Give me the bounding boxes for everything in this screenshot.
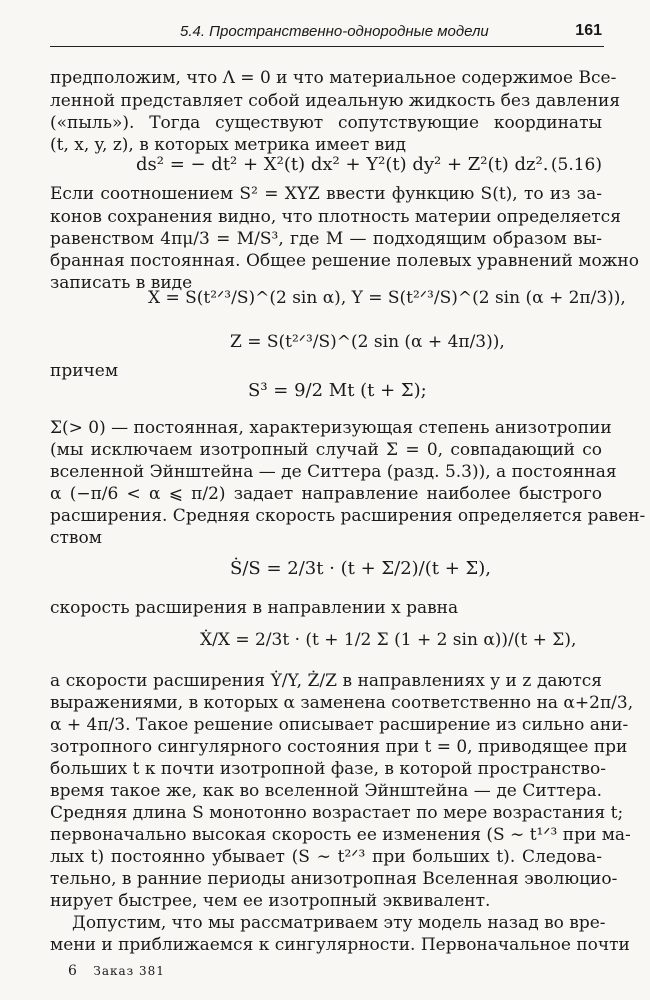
text-line: равенством 4πμ/3 = M/S³, где M — подходящим образом вы- [50, 229, 602, 249]
text-line: расширения. Средняя скорость расширения определяется равен- [50, 506, 646, 526]
text-line: лых t) постоянно убывает (S ∼ t²ᐟ³ при больших t). Следова- [50, 847, 602, 867]
printer-signature [68, 963, 165, 979]
section-title: 5.4. Пространственно-однородные модели [180, 23, 489, 40]
text-line: (t, x, y, z), в которых метрика имеет вид [50, 135, 407, 155]
text-line: первоначально высокая скорость ее изменения (S ∼ t¹ᐟ³ при ма- [50, 825, 631, 845]
text-line: (мы исключаем изотропный случай Σ = 0, совпадающий со [50, 440, 602, 460]
text-line: бранная постоянная. Общее решение полевых уравнений можно [50, 251, 639, 271]
text-line: α (−π/6 < α ⩽ π/2) задает направление наиболее быстрого [50, 484, 602, 504]
equation-xy-solution: X = S(t²ᐟ³/S)^(2 sin α), Y = S(t²ᐟ³/S)^(2 sin (α + 2π/3)), [148, 288, 626, 308]
equation-s-cubed: S³ = 9/2 Mt (t + Σ); [248, 380, 427, 401]
text-line: α + 4π/3. Такое решение описывает расширение из сильно ани- [50, 715, 629, 735]
equation-metric: ds² = − dt² + X²(t) dx² + Y²(t) dy² + Z²(t) dz². [136, 154, 549, 175]
equation-mean-rate: Ṡ/S = 2/3t · (t + Σ/2)/(t + Σ), [230, 558, 491, 579]
equation-x-rate: Ẋ/X = 2/3t · (t + 1/2 Σ (1 + 2 sin α))/(t + Σ), [200, 630, 577, 650]
text-line: Допустим, что мы рассматриваем эту модель назад во вре- [72, 913, 606, 933]
text-line: причем [50, 361, 119, 381]
text-line: ством [50, 528, 102, 548]
text-line: нирует быстрее, чем ее изотропный эквивалент. [50, 891, 491, 911]
text-line-last: мени и приближаемся к сингулярности. Первоначальное почти [50, 935, 630, 955]
text-line: зотропного сингулярного состояния при t = 0, приводящее при [50, 737, 628, 757]
text-line: скорость расширения в направлении x равна [50, 598, 459, 618]
text-line: предположим, что Λ = 0 и что материальное содержимое Все- [50, 68, 617, 88]
text-line: больших t к почти изотропной фазе, в которой пространство- [50, 759, 606, 779]
text-line: тельно, в ранние периоды анизотропная Вселенная эволюцио- [50, 869, 618, 889]
text-line: ленной представляет собой идеальную жидкость без давления [50, 91, 621, 111]
text-line: а скорости расширения Ẏ/Y, Ż/Z в направлениях y и z даются [50, 671, 602, 691]
page-number: 161 [575, 22, 602, 39]
text-line: Если соотношением S² = XYZ ввести функцию S(t), то из за- [50, 184, 602, 204]
running-header [50, 22, 604, 47]
text-line: Σ(> 0) — постоянная, характеризующая степень анизотропии [50, 418, 612, 438]
text-line: время такое же, как во вселенной Эйнштейна — де Ситтера. [50, 781, 602, 801]
text-line: («пыль»). Тогда существуют сопутствующие координаты [50, 113, 602, 133]
text-line: Средняя длина S монотонно возрастает по мере возрастания t; [50, 803, 624, 823]
sheet-number: 6 [68, 963, 77, 979]
equation-z-solution: Z = S(t²ᐟ³/S)^(2 sin (α + 4π/3)), [230, 332, 505, 352]
text-line: конов сохранения видно, что плотность материи определяется [50, 207, 621, 227]
order-code: Заказ 381 [93, 964, 165, 978]
equation-number: (5.16) [550, 155, 602, 175]
text-line: записать в виде [50, 273, 193, 293]
text-line: вселенной Эйнштейна — де Ситтера (разд. 5.3)), а постоянная [50, 462, 617, 482]
text-line: выражениями, в которых α заменена соответственно на α+2π/3, [50, 693, 634, 713]
